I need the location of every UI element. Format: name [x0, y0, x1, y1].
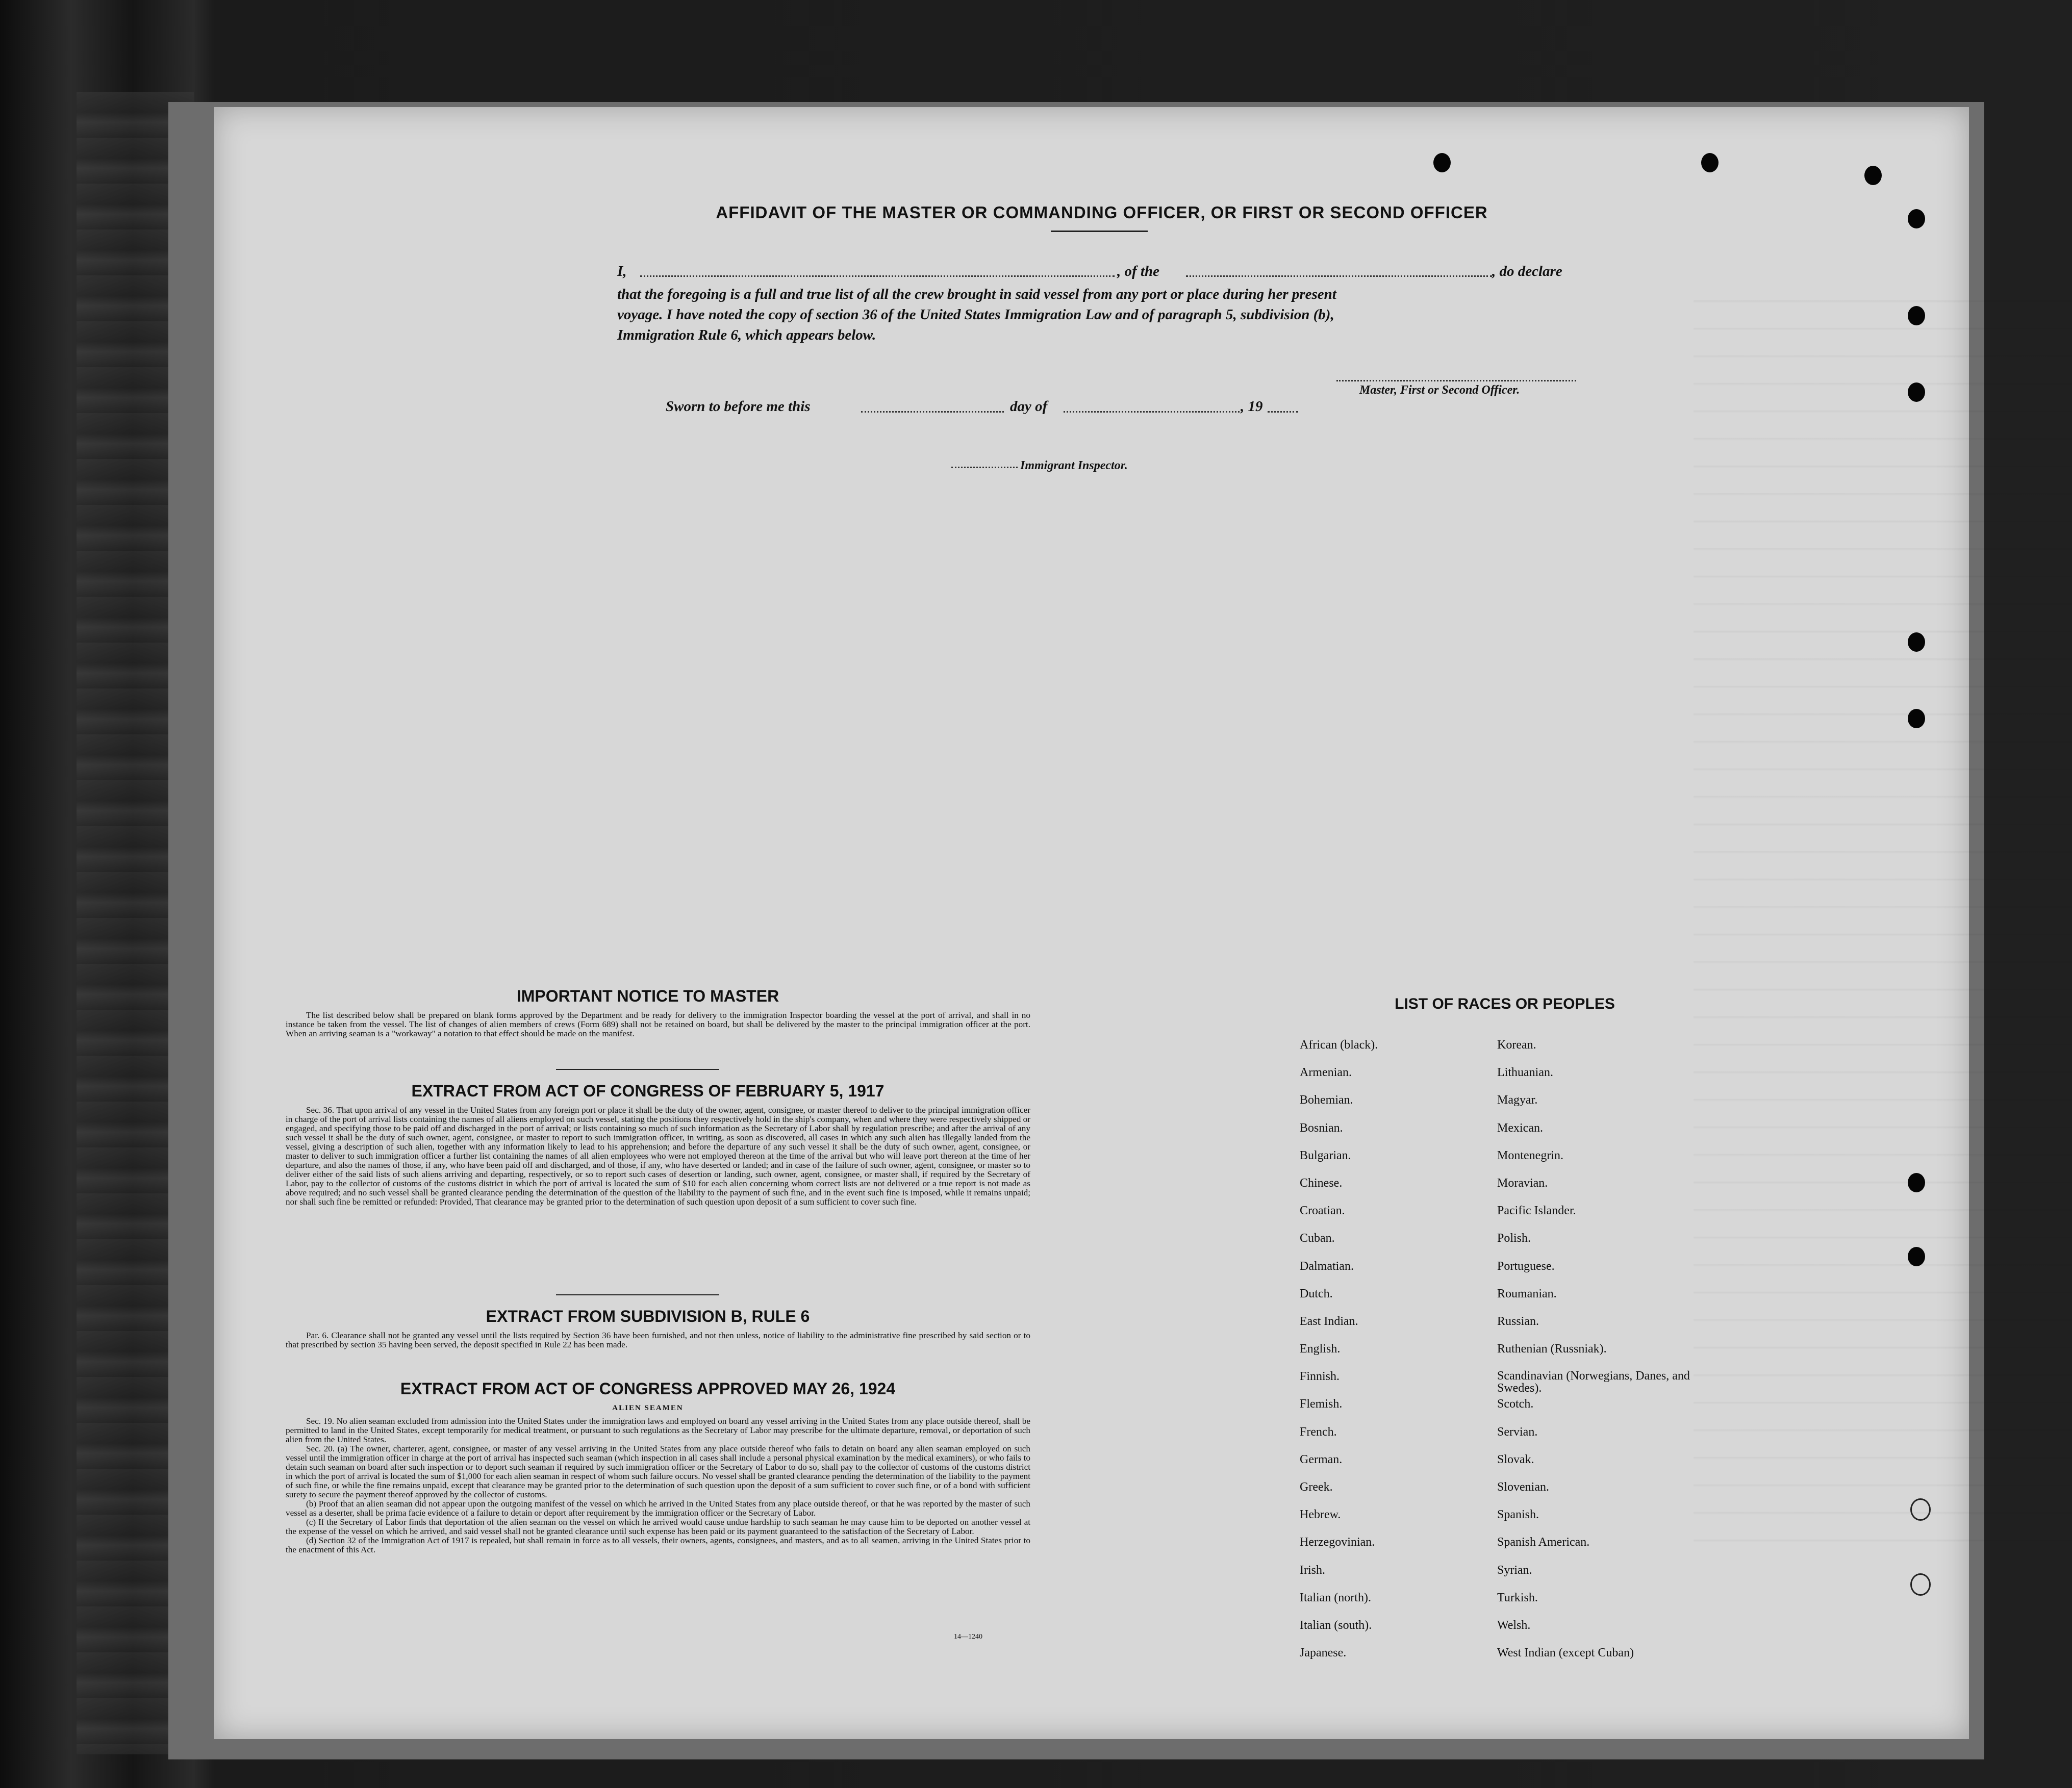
- race-item: Syrian.: [1497, 1563, 1532, 1577]
- alien-seamen-subtitle: ALIEN SEAMEN: [612, 1404, 684, 1412]
- race-item: Ruthenian (Russniak).: [1497, 1342, 1607, 1356]
- punch-hole: [1910, 1573, 1931, 1596]
- punch-hole: [1908, 209, 1925, 228]
- race-item: Korean.: [1497, 1038, 1536, 1052]
- race-item: Scotch.: [1497, 1397, 1534, 1411]
- punch-hole: [1864, 166, 1882, 185]
- sworn-label: Sworn to before me this: [666, 398, 811, 415]
- section-rule: [556, 1069, 719, 1070]
- race-item: Roumanian.: [1497, 1287, 1557, 1300]
- races-title: LIST OF RACES OR PEOPLES: [1395, 995, 1615, 1012]
- race-item: Slovenian.: [1497, 1480, 1549, 1494]
- punch-hole: [1908, 709, 1925, 728]
- race-item: Greek.: [1300, 1480, 1333, 1494]
- rule6-text: Par. 6. Clearance shall not be granted any vessel until the lists required by Section 36 have been furnished, and not then unless, notice of liability to the administrative fine prescribed by said section or to that prescribed by section 35 having been served, the deposit specified in Rule 22 has been made.: [286, 1331, 1030, 1349]
- races-left-column: [1300, 1038, 1378, 1674]
- race-item: Portuguese.: [1497, 1259, 1555, 1273]
- race-item: Finnish.: [1300, 1370, 1340, 1384]
- race-item: Bosnian.: [1300, 1121, 1343, 1135]
- race-item: Montenegrin.: [1497, 1148, 1563, 1162]
- race-item: Scandinavian (Norwegians, Danes, and Swedes).: [1497, 1369, 1690, 1395]
- punch-hole: [1908, 632, 1925, 652]
- title-rule: [1051, 231, 1148, 232]
- race-item: Servian.: [1497, 1425, 1538, 1439]
- race-item: Croatian.: [1300, 1204, 1345, 1218]
- punch-hole: [1701, 153, 1719, 172]
- vessel-field[interactable]: [1186, 275, 1492, 277]
- race-item: Lithuanian.: [1497, 1066, 1553, 1080]
- race-item: Mexican.: [1497, 1121, 1543, 1135]
- race-item: Italian (north).: [1300, 1591, 1371, 1604]
- affidavit-line2: that the foregoing is a full and true list of all the crew brought in said vessel from any port or place during her present: [617, 286, 1336, 302]
- race-item: Pacific Islander.: [1497, 1204, 1576, 1218]
- inspector-label: Immigrant Inspector.: [1020, 459, 1128, 472]
- rule6-title: EXTRACT FROM SUBDIVISION B, RULE 6: [486, 1307, 810, 1325]
- notice-text: The list described below shall be prepared on blank forms approved by the Department and be ready for delivery to the immigration Inspector boarding the vessel at the port of arrival, and shall in no instance be taken from the vessel. The list of changes of alien members of crews (Form 689) shall not be retained on board, but shall be delivered by the master to the principal immigration officer at the port. When an arriving seaman is a "workaway" a notation to that effect should be made on the manifest.: [286, 1010, 1030, 1038]
- race-item: Japanese.: [1300, 1646, 1347, 1660]
- notice-title: IMPORTANT NOTICE TO MASTER: [516, 987, 779, 1005]
- affidavit-title: AFFIDAVIT OF THE MASTER OR COMMANDING OFFICER, OR FIRST OR SECOND OFFICER: [716, 203, 1488, 222]
- race-item: Dalmatian.: [1300, 1259, 1354, 1273]
- form-number: 14—1240: [954, 1633, 982, 1641]
- race-item: West Indian (except Cuban): [1497, 1646, 1634, 1660]
- punch-hole: [1908, 1247, 1925, 1266]
- race-item: African (black).: [1300, 1038, 1378, 1052]
- affidavit-i: I,: [617, 263, 627, 279]
- year-label: , 19: [1241, 398, 1263, 415]
- sworn-year-field[interactable]: [1268, 411, 1298, 413]
- punch-hole: [1908, 382, 1925, 402]
- race-item: Bohemian.: [1300, 1093, 1353, 1107]
- race-item: German.: [1300, 1452, 1343, 1466]
- affidavit-of-the: , of the: [1117, 263, 1159, 279]
- race-item: Moravian.: [1497, 1176, 1548, 1190]
- race-item: Italian (south).: [1300, 1618, 1372, 1632]
- race-item: Cuban.: [1300, 1232, 1335, 1245]
- race-item: Hebrew.: [1300, 1508, 1341, 1522]
- race-item: East Indian.: [1300, 1314, 1358, 1328]
- sworn-day-field[interactable]: [861, 411, 1004, 413]
- race-item: Irish.: [1300, 1563, 1325, 1577]
- act-1917-title: EXTRACT FROM ACT OF CONGRESS OF FEBRUARY 5, 1917: [411, 1082, 885, 1100]
- section-rule: [556, 1294, 719, 1295]
- race-item: English.: [1300, 1342, 1341, 1356]
- race-item: Dutch.: [1300, 1287, 1333, 1300]
- affidavit-line3: voyage. I have noted the copy of section 36 of the United States Immigration Law and of paragraph 5, subdivision (b),: [617, 306, 1334, 323]
- inspector-signature-field[interactable]: [951, 467, 1018, 468]
- name-field[interactable]: [640, 275, 1115, 277]
- race-item: Herzegovinian.: [1300, 1536, 1375, 1549]
- race-item: Armenian.: [1300, 1066, 1352, 1080]
- act-1924-text: Sec. 19. No alien seaman excluded from admission into the United States under the immigration laws and employed on board any vessel arriving in the United States from any place outside thereof, shall be permitted to land in the United States, except temporarily for medical treatment, or pursuant to such regulations as the Secretary of Labor may prescribe for the ultimate departure, removal, or deportation of such alien from the United States. Sec. 20. (a) The owner, charterer, agent, consignee, or master of any vessel arriving in the United States from any place outside thereof who fails to detain on board any alien seaman employed on such vessel until the immigration officer in charge at the port of arrival has inspected such seaman (which inspection in all cases shall include a personal physical examination by the medical examiners), or who fails to detain such seaman on board after such inspection or to deport such seaman if required by such immigration officer or the Secretary of Labor to do so, shall pay to the collector of customs of the customs district in which the port of arrival is located the sum of $1,000 for each alien seaman in respect of whom such failure occurs. No vessel shall be granted clearance pending the determination of the liability to the payment of such fine, or while the fine remains unpaid, except that clearance may be granted prior to the determination of such question upon the deposit of a sum sufficient to cover such fine, or of a bond with sufficient surety to secure the payment thereof approved by the collector of customs. (b) Proof that an alien seaman did not appear upon the outgoing manifest of the vessel on which he arrived in the United States from any place outside thereof, or that he was reported by the master of such vessel as a deserter, shall be prima facie evidence of a failure to detain or deport after requirement by the immigration officer or the Secretary of Labor. (c) If the Secretary of Labor finds that deportation of the alien seaman on the vessel on which he arrived would cause undue hardship to such seaman he may cause him to be deported on another vessel at the expense of the vessel on which he arrived, and said vessel shall not be granted clearance until such expense has been paid or its payment guaranteed to the satisfaction of the Secretary of Labor. (d) Section 32 of the Immigration Act of 1917 is repealed, but shall remain in force as to all vessels, their owners, agents, consignees, and masters, and as to all seamen, arriving in the United States prior to the enactment of this Act.: [286, 1416, 1030, 1554]
- bleed-through-text: [1694, 275, 2072, 1550]
- affidavit-line4: Immigration Rule 6, which appears below.: [617, 327, 876, 343]
- day-of-label: day of: [1010, 398, 1048, 415]
- act-1924-title: EXTRACT FROM ACT OF CONGRESS APPROVED MAY 26, 1924: [400, 1380, 896, 1398]
- race-item: Welsh.: [1497, 1618, 1531, 1632]
- race-item: Spanish American.: [1497, 1536, 1590, 1549]
- race-item: Slovak.: [1497, 1452, 1534, 1466]
- race-item: Spanish.: [1497, 1508, 1539, 1522]
- race-item: Magyar.: [1497, 1093, 1538, 1107]
- punch-hole: [1433, 153, 1451, 172]
- sworn-month-field[interactable]: [1064, 411, 1240, 413]
- affidavit-declare: , do declare: [1492, 263, 1562, 279]
- punch-hole: [1908, 306, 1925, 325]
- race-item: Russian.: [1497, 1314, 1539, 1328]
- races-right-column: [1497, 1038, 1711, 1674]
- master-label: Master, First or Second Officer.: [1359, 384, 1520, 397]
- race-item: Chinese.: [1300, 1176, 1343, 1190]
- race-item: French.: [1300, 1425, 1337, 1439]
- punch-hole: [1908, 1173, 1925, 1192]
- act-1917-text: Sec. 36. That upon arrival of any vessel in the United States from any foreign port or place it shall be the duty of the owner, agent, consignee, or master thereof to deliver to the principal immigration officer in charge of the port of arrival lists containing the names of all aliens employed on such vessel, stating the positions they respectively hold in the ship's company, when and where they were respectively shipped or engaged, and specifying those to be paid off and discharged in the port of arrival; or lists containing so much of such information as the Secretary of Labor shall by regulation prescribe; and after the arrival of any such vessel it shall be the duty of such owner, agent, consignee, or master to report to such immigration officer, in writing, as soon as discovered, all cases in which any such alien has illegally landed from the vessel, giving a description of such alien, together with any information likely to lead to his apprehension; and before the departure of any such vessel it shall be the duty of such owner, agent, consignee, or master to deliver to such immigration officer a further list containing the names of all alien employees who were not employed thereon at the time of the arrival but who will leave port thereon at the time of her departure, and also the names of those, if any, who have been paid off and discharged, and of those, if any, who have deserted or landed; and in case of the failure of such owner, agent, consignee, or master so to deliver either of the said lists of such aliens arriving and departing, respectively, or so to report such cases of desertion or landing, such owner, agent, consignee, or master shall, if required by the Secretary of Labor, pay to the collector of customs of the customs district in which the port of arrival is located the sum of $10 for each alien concerning whom correct lists are not delivered or a true report is not made as above required; and no such vessel shall be granted clearance pending the determination of the question of the liability to the payment of such fine, and in the event such fine is imposed, while it remains unpaid; nor shall such fine be remitted or refunded: Provided, That clearance may be granted prior to the determination of such question upon deposit of a sum sufficient to cover such fine.: [286, 1105, 1030, 1207]
- race-item: Polish.: [1497, 1232, 1531, 1245]
- race-item: Flemish.: [1300, 1397, 1343, 1411]
- race-item: Turkish.: [1497, 1591, 1538, 1604]
- punch-hole: [1910, 1498, 1931, 1521]
- race-item: Bulgarian.: [1300, 1148, 1351, 1162]
- master-signature-field[interactable]: [1336, 380, 1576, 381]
